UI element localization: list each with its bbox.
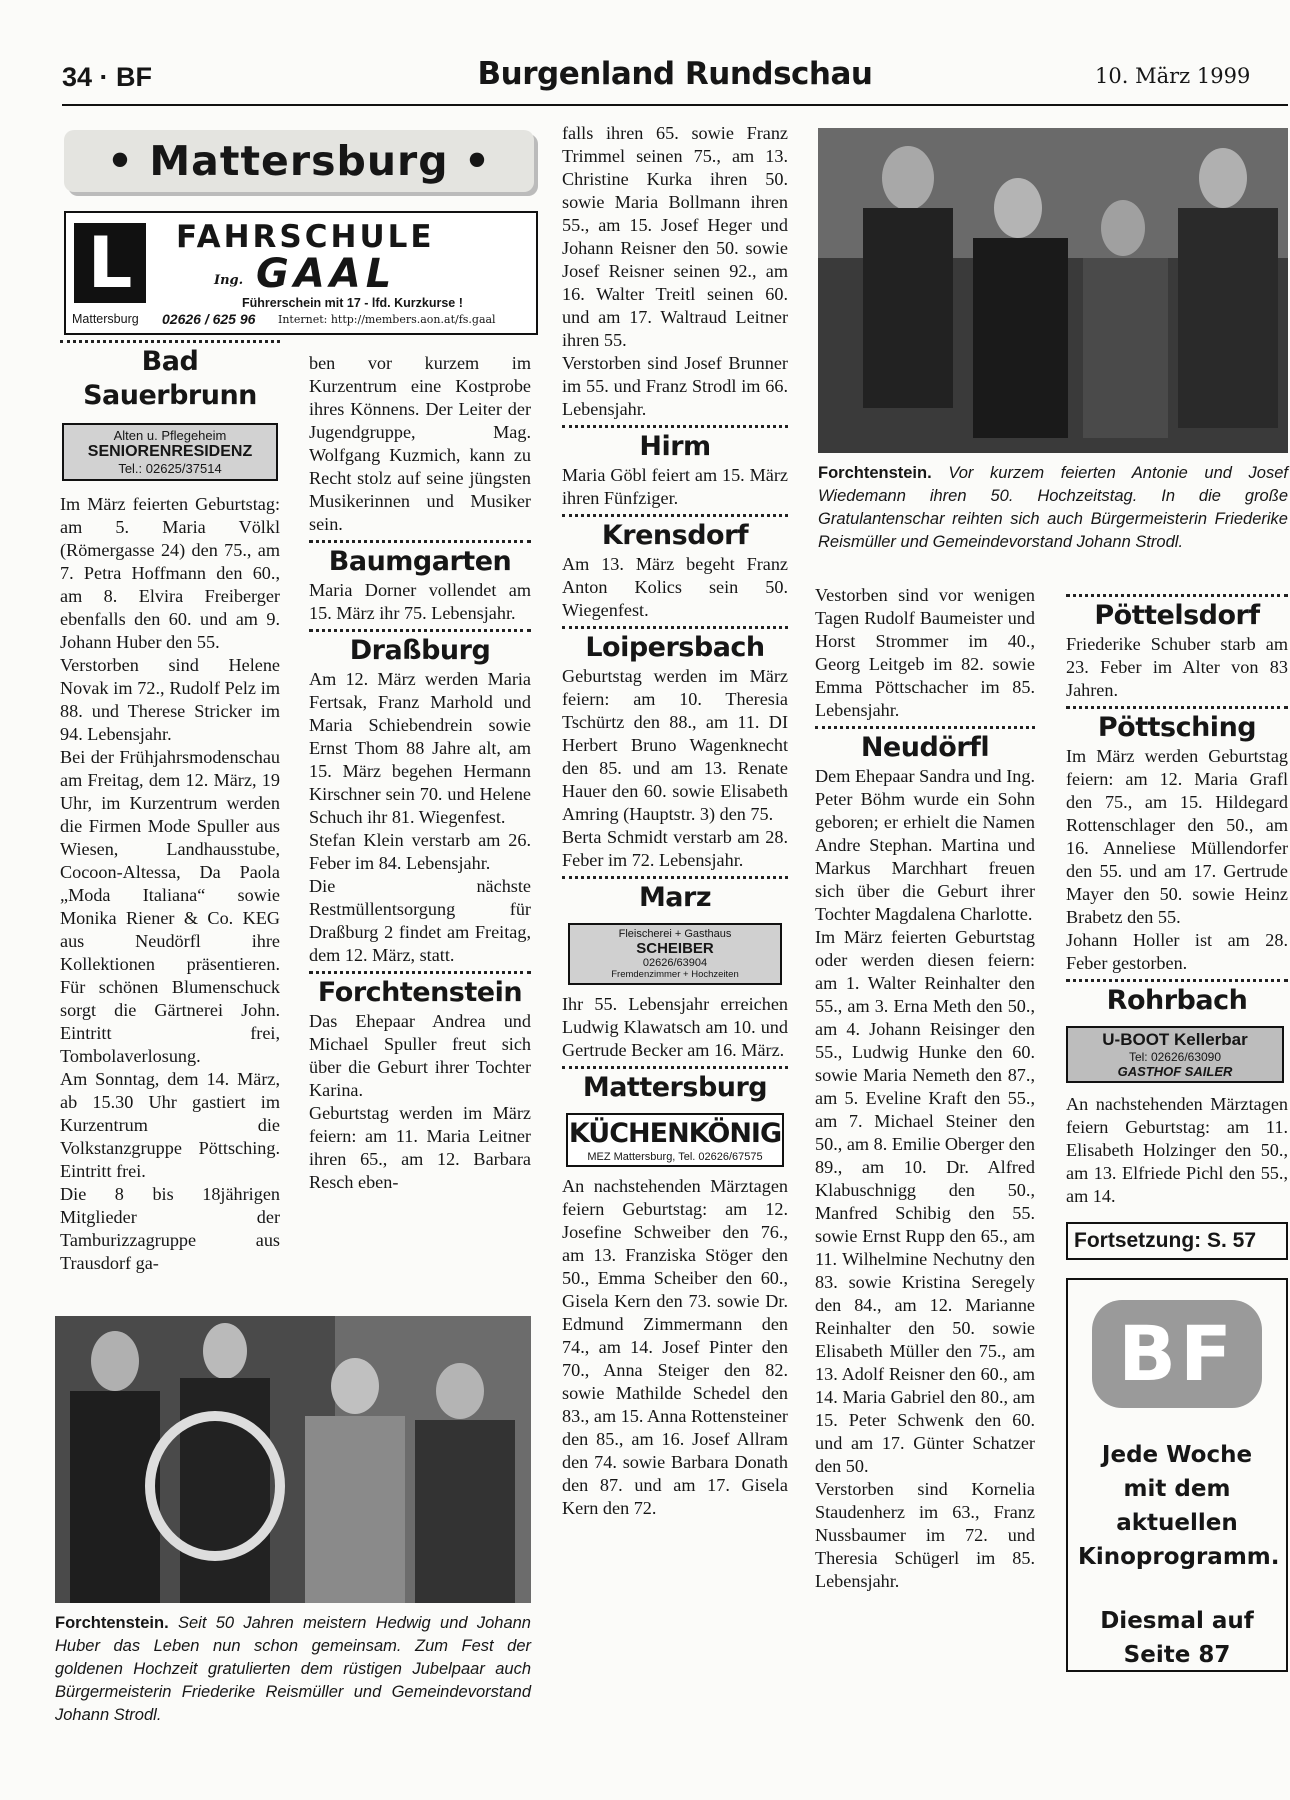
ad-fahrschule: [64, 211, 538, 335]
divider: [309, 540, 531, 543]
photo-placeholder: [818, 128, 1288, 453]
heading-poettsching: Pöttsching: [1097, 712, 1257, 743]
ad-fahrschule-internet: Internet: http://members.aon.at/fs.gaal: [278, 313, 496, 326]
article-text: ben vor kurzem im Kurzentrum eine Kostprobe ihres Könnens. Der Leiter der Jugendgruppe, Mag. Wolfgang Kuzmich, kann zu Recht stolz auf seine jüngsten Musikerinnen und Musiker sein.: [309, 353, 531, 534]
divider: [562, 514, 788, 517]
ad-line: KÜCHENKÖNIG: [568, 1118, 782, 1149]
article-text: Das Ehepaar Andrea und Michael Spuller freut sich über die Geburt ihrer Tochter Karina. Geburtstag werden im März feiern: am 11. Maria Leitner ihren 65., am 12. Barbara Resch eben-: [309, 1011, 531, 1192]
promo-text: Jede Woche mit dem aktuellen Kinoprogramm.: [1078, 1442, 1280, 1570]
column-3: [562, 122, 788, 1520]
divider: [562, 425, 788, 428]
column-1: [60, 336, 280, 1275]
article-text: Dem Ehepaar Sandra und Ing. Peter Böhm wurde ein Sohn geboren; er erhielt die Namen Andre Stephan. Martina und Markus Marchhart freuen sich über die Geburt ihrer Tochter Magdalena Charlotte. Im März feierten Geburtstag oder werden diesen feiern: am 1. Walter Reinhalter den 55., am 3. Erna Meth den 50., am 4. Johann Reisinger den 55., Ludwig Hunke den 60. sowie Maria Nemeth den 87., am 5. Eveline Kraft den 55., am 7. Michael Steiner den 50., am 8. Emilie Oberger den 89., am 10. Dr. Alfred Klabuschnigg den 50., Manfred Schibig den 55. sowie Ernst Rupp den 65., am 11. Wilhelmine Nechutny den 83. sowie Kristina Seregely den 84., am 12. Marianne Reinhalter den 50. sowie Elisabeth Müller den 75., am 13. Adolf Reisner den 60., am 14. Maria Gabriel den 80., am 15. Peter Schwenk den 60. und am 17. Günter Schatzer den 50. Verstorben sind Kornelia Staudenherz im 63., Franz Nussbaumer im 72. und Theresia Schügerl im 85. Lebensjahr.: [815, 766, 1035, 1591]
ad-fahrschule-prefix: Ing.: [214, 273, 244, 288]
heading-hirm: Hirm: [639, 431, 711, 462]
page-number: 34 · BF: [62, 62, 153, 92]
ad-line: SENIORENRESIDENZ: [87, 443, 253, 460]
promo-box: [1066, 1278, 1288, 1672]
article-text: Im März werden Geburtstag feiern: am 12. Maria Grafl den 75., am 15. Hildegard Rottenschlager den 50., am 16. Anneliese Müllendorfer den 55. und am 17. Gertrude Mayer den 50. sowie Heinz Brabetz den 55. Johann Holler ist am 28. Feber gestorben.: [1066, 746, 1288, 973]
continuation-note: Fortsetzung: S. 57: [1066, 1222, 1288, 1260]
divider: [1066, 979, 1288, 982]
article-text: Am 13. März begeht Franz Anton Kolics sein 50. Wiegenfest.: [562, 554, 788, 620]
section-banner-title: • Mattersburg •: [106, 137, 492, 185]
ad-line: SCHEIBER: [636, 940, 714, 957]
column-5: [1066, 590, 1288, 1672]
driving-school-logo: L: [74, 223, 146, 303]
article-text: An nachstehenden Märztagen feiern Geburtstag: am 11. Elisabeth Holzinger den 50., am 13. Elfriede Pichl den 55., am 14.: [1066, 1094, 1288, 1206]
article-text: Am 12. März werden Maria Fertsak, Franz Marhold und Maria Schiebendrein sowie Ernst Thom 88 Jahre alt, am 15. März begehen Hermann Kirschner sein 70. und Helene Schuch ihr 81. Wiegenfest. Stefan Klein verstarb am 26. Feber im 84. Lebensjahr. Die nächste Restmüllentsorgung für Draßburg 2 findet am Freitag, dem 12. März, statt.: [309, 669, 531, 965]
article-text: Geburtstag werden im März feiern: am 10. Theresia Tschürtz den 88., am 11. DI Herbert Bruno Wagenknecht den 85. und am 13. Renate Hauer den 60. sowie Elisabeth Amring (Hauptstr. 3) den 75. Berta Schmidt verstarb am 28. Feber im 72. Lebensjahr.: [562, 666, 788, 870]
heading-neudoerfl: Neudörfl: [860, 732, 990, 763]
divider: [562, 626, 788, 629]
article-text: Friederike Schuber starb am 23. Feber im Alter von 83 Jahren.: [1066, 634, 1288, 700]
promo-page-ref: Diesmal auf Seite 87: [1100, 1608, 1254, 1668]
caption-text: Vor kurzem feierten Antonie und Josef Wiedemann ihren 50. Hochzeitstag. In die große Gratulantenschar reihten sich auch Bürgermeisterin Friederike Reismüller und Gemeindevorstand Johann Strodl.: [818, 464, 1288, 551]
article-text: Im März feierten Geburtstag: am 5. Maria Völkl (Römergasse 24) den 75., am 7. Petra Hoffmann den 60., am 8. Elvira Freiberger ebenfalls den 60. und am 9. Johann Huber den 55. Verstorben sind Helene Novak im 72., Rudolf Pelz im 88. und Therese Stricker im 94. Lebensjahr. Bei der Frühjahrsmodenschau am Freitag, dem 12. März, 19 Uhr, im Kurzentrum werden die Firmen Mode Spuller aus Wiesen, Landhausstube, Cocoon-Altessa, Da Paola „Moda Italiana“ sowie Monika Riener & Co. KEG aus Neudörfl ihre Kollektionen präsentieren. Für schönen Blumenschuck sorgt die Gärtnerei John. Eintritt frei, Tombolaverlosung. Am Sonntag, dem 14. März, ab 15.30 Uhr gastiert im Kurzentrum die Volkstanzgruppe Pöttsching. Eintritt frei. Die 8 bis 18jährigen Mitglieder der Tamburizzagruppe aus Trausdorf ga-: [60, 494, 280, 1273]
divider: [562, 876, 788, 879]
article-text: Vestorben sind vor wenigen Tagen Rudolf Baumeister und Horst Strommer im 40., Georg Leitgeb im 82. sowie Emma Pöttschacher im 85. Lebensjahr.: [815, 585, 1035, 720]
divider: [562, 1066, 788, 1069]
divider: [309, 629, 531, 632]
section-banner: [64, 130, 534, 192]
article-text: Ihr 55. Lebensjahr erreichen Ludwig Klawatsch am 10. und Gertrude Becker am 16. März.: [562, 994, 788, 1060]
article-text: Maria Dorner vollendet am 15. März ihr 75. Lebensjahr.: [309, 580, 531, 623]
ad-seniorenresidenz: [62, 423, 278, 481]
heading-krensdorf: Krensdorf: [601, 520, 749, 551]
ad-line: Fremdenzimmer + Hochzeiten: [611, 969, 739, 980]
header-rule: [62, 104, 1288, 106]
photo-placeholder: [55, 1316, 531, 1603]
ad-kuechenkoenig: [566, 1113, 784, 1167]
ad-fahrschule-name: GAAL: [256, 251, 397, 297]
bf-logo: BF: [1092, 1300, 1262, 1408]
heading-loipersbach: Loipersbach: [585, 632, 765, 663]
ad-line: Alten u. Pflegeheim: [113, 428, 227, 443]
ad-uboot: [1066, 1026, 1284, 1083]
divider: [815, 726, 1035, 729]
ad-line: Fleischerei + Gasthaus: [618, 928, 732, 940]
article-text: An nachstehenden Märztagen feiern Geburtstag: am 12. Josefine Schweiber den 76., am 13. Franziska Stöger den 50., Emma Scheiber den 60., Gisela Kern den 73. sowie Dr. Edmund Zimmermann den 74., am 14. Josef Pinter den 70., Anna Steiger den 82. sowie Mathilde Schedel den 83., am 15. Anna Rottensteiner den 85., am 16. Josef Allram den 74. sowie Barbara Donath den 87. und am 17. Gisela Kern den 72.: [562, 1176, 788, 1518]
issue-date: 10. März 1999: [1095, 64, 1251, 88]
photo-golden-wedding-huber: [55, 1316, 531, 1603]
ad-fahrschule-town: Mattersburg: [72, 312, 139, 326]
ad-fahrschule-phone: 02626 / 625 96: [162, 311, 256, 327]
heading-marz: Marz: [638, 882, 712, 913]
ad-line: Tel: 02626/63090: [1128, 1050, 1222, 1064]
caption-text: Seit 50 Jahren meistern Hedwig und Johann Huber das Leben nun schon gemeinsam. Zum Fest der goldenen Hochzeit gratulierten dem rüstigen Jubelpaar auch Bürgermeisterin Friederike Reismüller und Gemeindevorstand Johann Strodl.: [55, 1614, 531, 1724]
heading-baumgarten: Baumgarten: [328, 546, 512, 577]
divider: [1066, 706, 1288, 709]
heading-drassburg: Draßburg: [349, 635, 491, 666]
column-2: [309, 352, 531, 1194]
ad-line: Tel.: 02625/37514: [118, 461, 222, 476]
column-4: [815, 584, 1035, 1593]
photo-anniversary-wiedemann: [818, 128, 1288, 453]
ad-line: 02626/63904: [642, 957, 708, 969]
divider: [309, 971, 531, 974]
divider: [60, 340, 280, 343]
heading-bad-sauerbrunn: Bad Sauerbrunn: [83, 346, 257, 411]
caption-location: Forchtenstein.: [55, 1614, 169, 1632]
article-bad-sauerbrunn: [60, 493, 280, 1275]
heading-mattersburg: Mattersburg: [582, 1072, 768, 1103]
photo-caption-bottom: [55, 1612, 531, 1727]
newspaper-title: Burgenland Rundschau: [477, 56, 873, 92]
caption-location: Forchtenstein.: [818, 464, 932, 482]
ad-line: MEZ Mattersburg, Tel. 02626/67575: [587, 1151, 763, 1163]
heading-forchtenstein: Forchtenstein: [317, 977, 523, 1008]
ad-scheiber: [568, 923, 782, 985]
ad-line: U-BOOT Kellerbar: [1102, 1030, 1248, 1049]
heading-rohrbach: Rohrbach: [1106, 985, 1248, 1016]
divider: [1066, 594, 1288, 597]
ad-line: GASTHOF SAILER: [1117, 1064, 1233, 1079]
ad-fahrschule-slogan: Führerschein mit 17 - lfd. Kurzkurse !: [242, 296, 463, 310]
article-text: falls ihren 65. sowie Franz Trimmel seinen 75., am 13. Christine Kurka ihren 50. sowie Maria Bollmann ihren 55., am 15. Josef Heger und Johann Reisner den 50. sowie Josef Reisner seinen 92., am 16. Walter Treitl seinen 60. und am 17. Waltraud Leitner ihren 55. Verstorben sind Josef Brunner im 55. und Franz Strodl im 66. Lebensjahr.: [562, 123, 788, 419]
heading-poettelsdorf: Pöttelsdorf: [1094, 600, 1260, 631]
ad-fahrschule-title: FAHRSCHULE: [176, 219, 435, 255]
photo-caption-top: [818, 462, 1288, 554]
article-text: Maria Göbl feiert am 15. März ihren Fünfziger.: [562, 465, 788, 508]
